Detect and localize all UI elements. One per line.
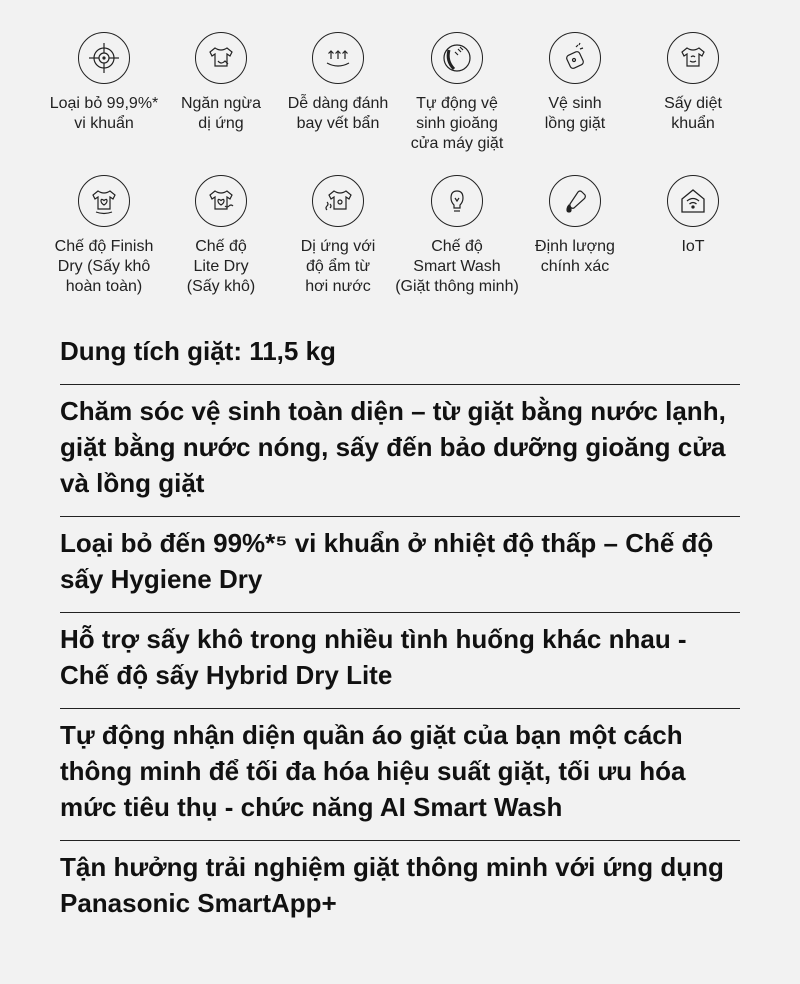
door-seal-icon [431, 32, 483, 84]
feature-label: Dễ dàng đánh bay vết bẩn [287, 95, 389, 132]
feature-allergy-prevention [155, 32, 287, 134]
shirt-heart-icon [78, 175, 130, 227]
spec-list [60, 325, 740, 936]
shirt-dry-icon [667, 32, 719, 84]
feature-label: Ngăn ngừa dị ứng [180, 95, 262, 132]
feature-label: Sấy diệt khuẩn [664, 95, 722, 132]
feature-iot [627, 175, 759, 257]
arrows-up-icon [312, 32, 364, 84]
spec-capacity: Dung tích giặt: 11,5 kg [60, 325, 740, 385]
home-wifi-icon [667, 175, 719, 227]
spec-hygiene-care: Chăm sóc vệ sinh toàn diện – từ giặt bằng nước lạnh, giặt bằng nước nóng, sấy đến bảo dưỡng gioăng cửa và lồng giặt [60, 385, 740, 517]
feature-door-seal-clean [391, 32, 523, 154]
shirt-hand-icon [195, 32, 247, 84]
feature-smart-wash [391, 175, 523, 297]
feature-lite-dry [155, 175, 287, 297]
feature-label: Dị ứng với độ ẩm từ hơi nước [300, 238, 376, 295]
feature-stain-removal [272, 32, 404, 134]
shirt-steam-icon [312, 175, 364, 227]
feature-label: Vệ sinh lồng giặt [544, 95, 606, 132]
shirt-heart-lite-icon [195, 175, 247, 227]
feature-finish-dry [38, 175, 170, 297]
feature-label: IoT [681, 238, 705, 255]
feature-label: Chế độ Finish Dry (Sấy khô hoàn toàn) [54, 238, 154, 295]
spec-hybrid-dry-lite: Hỗ trợ sấy khô trong nhiều tình huống khác nhau - Chế độ sấy Hybrid Dry Lite [60, 613, 740, 709]
bulb-icon [431, 175, 483, 227]
target-crosshair-icon [78, 32, 130, 84]
spec-ai-smart-wash: Tự động nhận diện quần áo giặt của bạn một cách thông minh để tối đa hóa hiệu suất giặt, tối ưu hóa mức tiêu thụ - chức năng AI Smart Wash [60, 709, 740, 841]
feature-label: Loại bỏ 99,9%* vi khuẩn [49, 95, 159, 132]
feature-auto-dose [509, 175, 641, 277]
feature-steam-allergy [272, 175, 404, 297]
spec-smartapp: Tận hưởng trải nghiệm giặt thông minh với ứng dụng Panasonic SmartApp+ [60, 852, 724, 918]
spec-hygiene-dry: Loại bỏ đến 99%*⁵ vi khuẩn ở nhiệt độ thấp – Chế độ sấy Hygiene Dry [60, 517, 740, 613]
feature-label: Định lượng chính xác [535, 238, 615, 275]
feature-label: Chế độ Smart Wash (Giặt thông minh) [395, 238, 519, 295]
feature-germ-removal [38, 32, 170, 134]
feature-label: Chế độ Lite Dry (Sấy khô) [186, 238, 256, 295]
feature-sterilize-dry [627, 32, 759, 134]
feature-drum-clean [509, 32, 641, 134]
feature-label: Tự động vệ sinh gioăng cửa máy giặt [410, 95, 504, 152]
drum-clean-icon [549, 32, 601, 84]
detergent-drop-icon [549, 175, 601, 227]
